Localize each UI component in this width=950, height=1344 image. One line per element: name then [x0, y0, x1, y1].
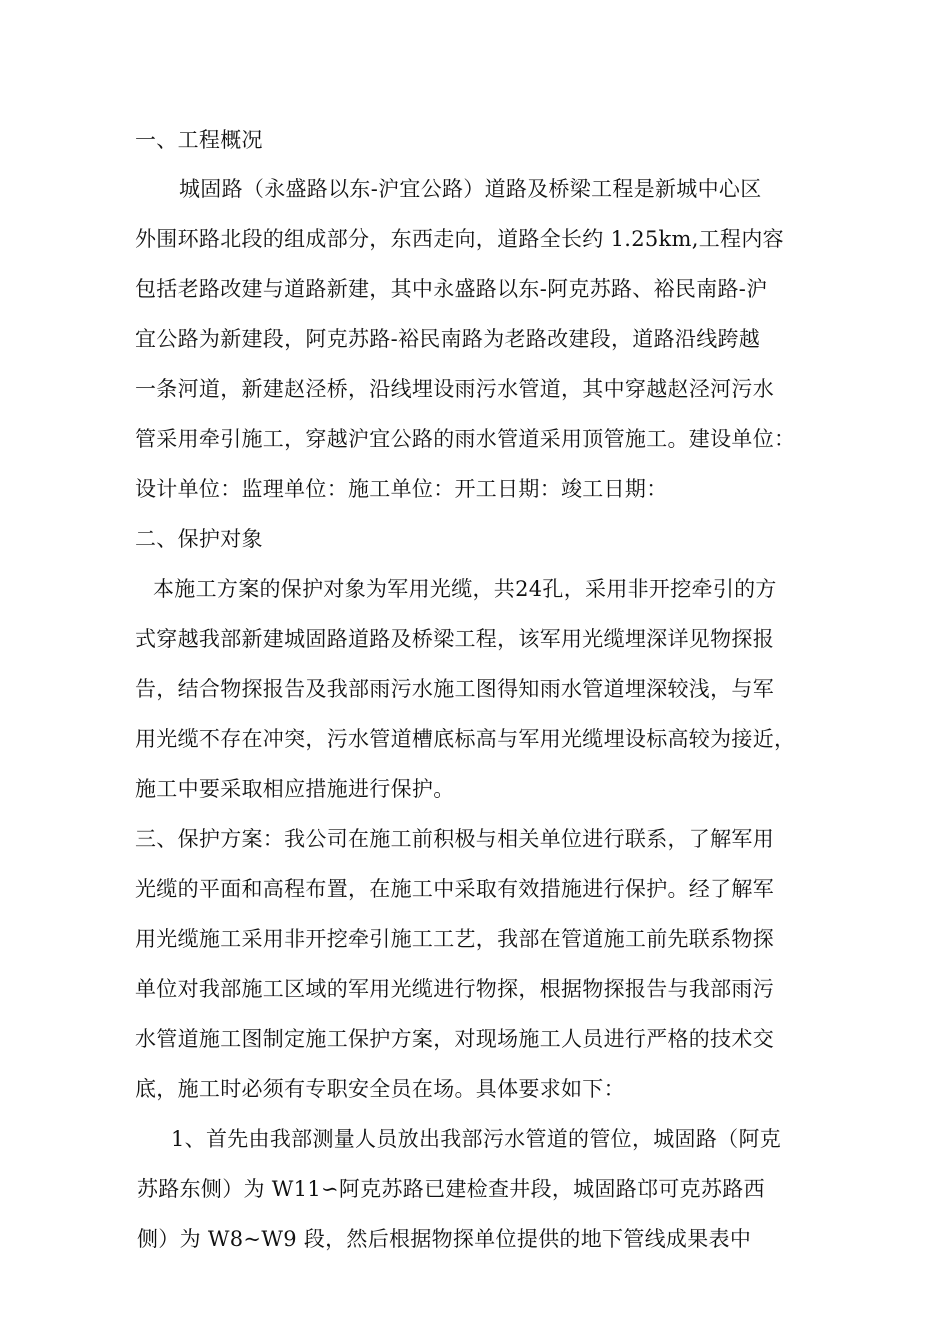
paragraph-line: 设计单位：监理单位：施工单位：开工日期：竣工日期：	[135, 477, 668, 501]
paragraph-line: 光缆的平面和高程布置，在施工中采取有效措施进行保护。经了解军	[135, 877, 774, 901]
paragraph-line: 用光缆施工采用非开挖牵引施工工艺，我部在管道施工前先联系物探	[135, 927, 774, 951]
paragraph-line: 施工中要采取相应措施进行保护。	[135, 777, 455, 801]
heading-protected-object: 二、保护对象	[135, 527, 263, 551]
paragraph-line: 本施工方案的保护对象为军用光缆，共24孔，采用非开挖牵引的方	[153, 577, 777, 601]
paragraph-line: 用光缆不存在冲突，污水管道槽底标高与军用光缆埋设标高较为接近，	[135, 727, 796, 751]
paragraph-line: 苏路东侧）为 W11∽阿克苏路已建检查井段，城固路邙可克苏路西	[137, 1177, 765, 1201]
list-item-1: 1、首先由我部测量人员放出我部污水管道的管位，城固路（阿克	[171, 1127, 782, 1151]
paragraph-line: 外围环路北段的组成部分，东西走向，道路全长约 1.25km,工程内容	[135, 227, 784, 251]
paragraph-line: 宜公路为新建段，阿克苏路-裕民南路为老路改建段，道路沿线跨越	[135, 327, 761, 351]
paragraph-line: 水管道施工图制定施工保护方案，对现场施工人员进行严格的技术交	[135, 1027, 774, 1051]
heading-protection-plan: 三、保护方案：我公司在施工前积极与相关单位进行联系，了解军用	[135, 827, 774, 851]
paragraph-line: 底，施工时必须有专职安全员在场。具体要求如下：	[135, 1077, 625, 1101]
paragraph-line: 一条河道，新建赵泾桥，沿线埋设雨污水管道，其中穿越赵泾河污水	[135, 377, 774, 401]
paragraph-line: 单位对我部施工区域的军用光缆进行物探，根据物探报告与我部雨污	[135, 977, 774, 1001]
paragraph-line: 包括老路改建与道路新建，其中永盛路以东-阿克苏路、裕民南路-沪	[135, 277, 768, 301]
paragraph-line: 告，结合物探报告及我部雨污水施工图得知雨水管道埋深较浅，与军	[135, 677, 774, 701]
paragraph-line: 侧）为 W8~W9 段，然后根据物探单位提供的地下管线成果表中	[137, 1227, 752, 1251]
paragraph-line: 管采用牵引施工，穿越沪宜公路的雨水管道采用顶管施工。建设单位：	[135, 427, 796, 451]
paragraph-line: 式穿越我部新建城固路道路及桥梁工程，该军用光缆埋深详见物探报	[135, 627, 774, 651]
paragraph-line: 城固路（永盛路以东-沪宜公路）道路及桥梁工程是新城中心区	[179, 177, 762, 201]
heading-project-overview: 一、工程概况	[135, 128, 263, 152]
